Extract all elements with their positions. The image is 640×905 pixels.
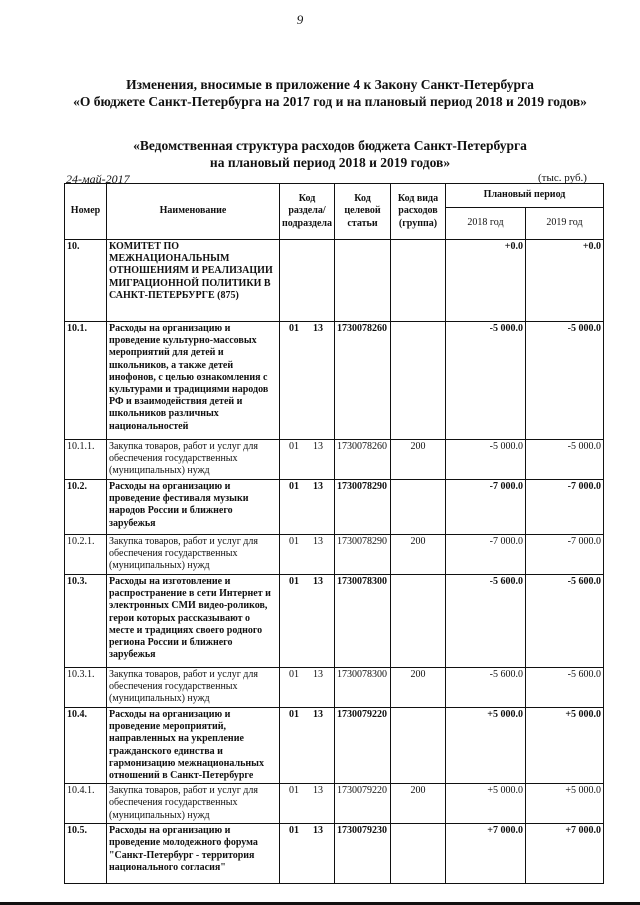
section-code: 01 bbox=[289, 825, 299, 837]
table-row bbox=[65, 784, 604, 824]
header-name: Наименование bbox=[107, 184, 280, 240]
row-number: 10. bbox=[65, 240, 107, 322]
table-row bbox=[65, 322, 604, 440]
row-value-2019: -7 000.0 bbox=[526, 480, 604, 535]
row-name: Закупка товаров, работ и услуг для обеспечения государственных (муниципальных) нужд bbox=[107, 784, 280, 824]
title-line: «О бюджете Санкт-Петербурга на 2017 год и на плановый период 2018 и 2019 годов» bbox=[73, 94, 587, 109]
row-value-2018: -7 000.0 bbox=[446, 535, 526, 575]
section-code: 01 bbox=[289, 481, 299, 492]
row-number: 10.4. bbox=[65, 708, 107, 784]
row-type bbox=[391, 708, 446, 784]
row-section bbox=[280, 322, 335, 440]
row-value-2019: -5 600.0 bbox=[526, 575, 604, 668]
row-value-2018: -5 000.0 bbox=[446, 322, 526, 440]
row-target: 1730079230 bbox=[335, 824, 391, 884]
row-value-2018: +5 000.0 bbox=[446, 784, 526, 824]
table-row bbox=[65, 575, 604, 668]
row-target bbox=[335, 240, 391, 322]
row-value-2018: -5 600.0 bbox=[446, 575, 526, 668]
row-value-2019: -5 000.0 bbox=[526, 440, 604, 480]
row-type: 200 bbox=[391, 535, 446, 575]
row-target: 1730078260 bbox=[335, 440, 391, 480]
subsection-code: 13 bbox=[313, 441, 323, 452]
row-target: 1730078290 bbox=[335, 535, 391, 575]
row-number: 10.3. bbox=[65, 575, 107, 668]
row-value-2019: -7 000.0 bbox=[526, 535, 604, 575]
section-code: 01 bbox=[289, 536, 299, 547]
row-type bbox=[391, 575, 446, 668]
row-number: 10.2. bbox=[65, 480, 107, 535]
section-code: 01 bbox=[289, 785, 299, 797]
section-code: 01 bbox=[289, 441, 299, 452]
units-label: (тыс. руб.) bbox=[538, 172, 587, 184]
row-value-2018: -5 600.0 bbox=[446, 668, 526, 708]
row-section bbox=[280, 784, 335, 824]
header-number: Номер bbox=[65, 184, 107, 240]
section-code: 01 bbox=[289, 323, 299, 334]
header-planned: Плановый период bbox=[446, 184, 604, 208]
subsection-code: 13 bbox=[313, 481, 323, 492]
row-type bbox=[391, 322, 446, 440]
row-type: 200 bbox=[391, 440, 446, 480]
row-number: 10.1. bbox=[65, 322, 107, 440]
row-target: 1730078260 bbox=[335, 322, 391, 440]
document-date: 24-май-2017 bbox=[66, 172, 130, 186]
row-value-2019: -5 600.0 bbox=[526, 668, 604, 708]
header-section: Код раздела/ подраздела bbox=[280, 184, 335, 240]
table-row bbox=[65, 668, 604, 708]
row-section bbox=[280, 708, 335, 784]
row-name: Расходы на изготовление и распространение в сети Интернет и электронных СМИ видео-роликов, герои которых рассказывают о месте и традициях своего родного региона России и ближнего зарубежья bbox=[107, 575, 280, 668]
subtitle-line: на плановый период 2018 и 2019 годов» bbox=[209, 155, 451, 170]
row-section bbox=[280, 240, 335, 322]
subsection-code: 13 bbox=[313, 323, 323, 334]
row-target: 1730078300 bbox=[335, 575, 391, 668]
subsection-code: 13 bbox=[313, 825, 323, 837]
row-target: 1730079220 bbox=[335, 708, 391, 784]
row-name: КОМИТЕТ ПО МЕЖНАЦИОНАЛЬНЫМ ОТНОШЕНИЯМ И РЕАЛИЗАЦИИ МИГРАЦИОННОЙ ПОЛИТИКИ В САНКТ-ПЕТЕРБУРГЕ (875) bbox=[107, 240, 280, 322]
row-type bbox=[391, 240, 446, 322]
header-type: Код вида расходов (группа) bbox=[391, 184, 446, 240]
table-row bbox=[65, 535, 604, 575]
budget-table bbox=[64, 183, 604, 884]
subtitle-line: «Ведомственная структура расходов бюджета Санкт-Петербурга bbox=[133, 138, 527, 153]
header-target: Код целевой статьи bbox=[335, 184, 391, 240]
row-value-2018: +7 000.0 bbox=[446, 824, 526, 884]
row-value-2019: +0.0 bbox=[526, 240, 604, 322]
subsection-code: 13 bbox=[313, 536, 323, 547]
subsection-code: 13 bbox=[313, 669, 323, 680]
row-value-2019: +7 000.0 bbox=[526, 824, 604, 884]
row-section bbox=[280, 480, 335, 535]
row-target: 1730078290 bbox=[335, 480, 391, 535]
document-title bbox=[40, 76, 620, 110]
row-target: 1730079220 bbox=[335, 784, 391, 824]
row-name: Расходы на организацию и проведение молодежного форума "Санкт-Петербург - территория национального согласия" bbox=[107, 824, 280, 884]
table-row bbox=[65, 824, 604, 884]
row-number: 10.2.1. bbox=[65, 535, 107, 575]
row-value-2019: +5 000.0 bbox=[526, 708, 604, 784]
page-number: 9 bbox=[296, 12, 304, 27]
row-type bbox=[391, 824, 446, 884]
header-2018: 2018 год bbox=[446, 208, 526, 240]
row-name: Закупка товаров, работ и услуг для обеспечения государственных (муниципальных) нужд bbox=[107, 440, 280, 480]
subsection-code: 13 bbox=[313, 576, 323, 587]
subsection-code: 13 bbox=[313, 785, 323, 797]
row-section bbox=[280, 575, 335, 668]
row-name: Закупка товаров, работ и услуг для обеспечения государственных (муниципальных) нужд bbox=[107, 535, 280, 575]
row-name: Расходы на организацию и проведение мероприятий, направленных на укрепление гражданского единства и гармонизацию межнациональных отношений в Санкт-Петербурге bbox=[107, 708, 280, 784]
table-body bbox=[65, 240, 604, 884]
subsection-code: 13 bbox=[313, 709, 323, 720]
section-code: 01 bbox=[289, 709, 299, 720]
row-type: 200 bbox=[391, 668, 446, 708]
table-row bbox=[65, 240, 604, 322]
row-value-2019: -5 000.0 bbox=[526, 322, 604, 440]
row-value-2019: +5 000.0 bbox=[526, 784, 604, 824]
table-row bbox=[65, 480, 604, 535]
row-value-2018: -7 000.0 bbox=[446, 480, 526, 535]
header-2019: 2019 год bbox=[526, 208, 604, 240]
section-code: 01 bbox=[289, 576, 299, 587]
row-value-2018: +0.0 bbox=[446, 240, 526, 322]
row-value-2018: +5 000.0 bbox=[446, 708, 526, 784]
row-number: 10.1.1. bbox=[65, 440, 107, 480]
row-type bbox=[391, 480, 446, 535]
row-value-2018: -5 000.0 bbox=[446, 440, 526, 480]
row-name: Расходы на организацию и проведение фестиваля музыки народов России и ближнего зарубежья bbox=[107, 480, 280, 535]
table-row bbox=[65, 708, 604, 784]
row-name: Закупка товаров, работ и услуг для обеспечения государственных (муниципальных) нужд bbox=[107, 668, 280, 708]
row-number: 10.4.1. bbox=[65, 784, 107, 824]
row-type: 200 bbox=[391, 784, 446, 824]
title-line: Изменения, вносимые в приложение 4 к Закону Санкт-Петербурга bbox=[126, 77, 534, 92]
row-number: 10.5. bbox=[65, 824, 107, 884]
row-number: 10.3.1. bbox=[65, 668, 107, 708]
section-code: 01 bbox=[289, 669, 299, 680]
table-row bbox=[65, 440, 604, 480]
row-section bbox=[280, 535, 335, 575]
row-section bbox=[280, 440, 335, 480]
row-section bbox=[280, 668, 335, 708]
row-name: Расходы на организацию и проведение культурно-массовых мероприятий для детей и школьников, а также детей инофонов, с целью ознакомления с культурами и традициями народов РФ и взаимодействия детей и школьников различных национальностей bbox=[107, 322, 280, 440]
row-section bbox=[280, 824, 335, 884]
row-target: 1730078300 bbox=[335, 668, 391, 708]
document-subtitle bbox=[40, 137, 620, 171]
